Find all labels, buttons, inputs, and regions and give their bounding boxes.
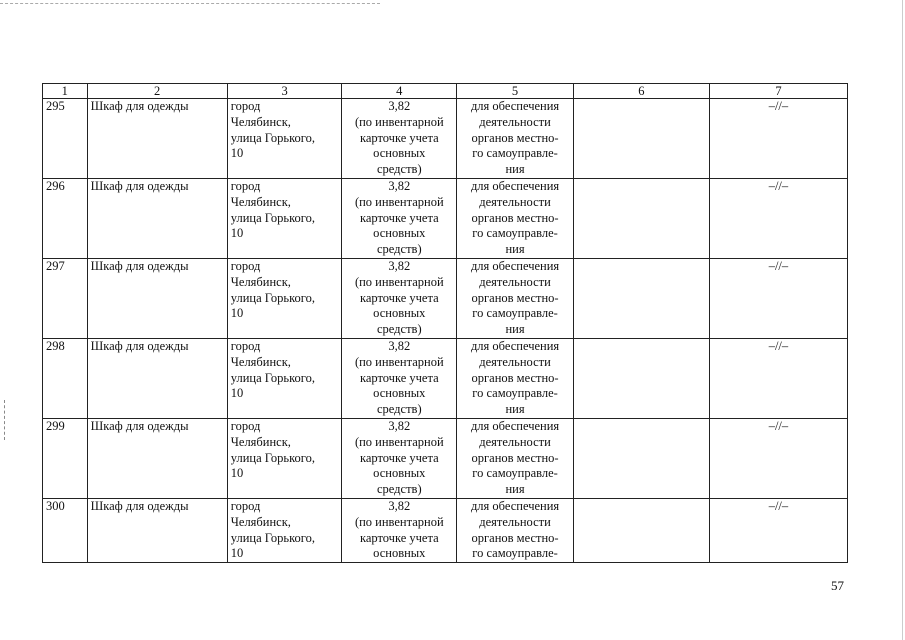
item-area <box>342 419 457 499</box>
item-address-line: 10 <box>230 306 244 321</box>
item-area-line: (по инвентарной <box>354 194 444 209</box>
item-purpose-line: деятельности <box>479 194 551 209</box>
row-number: 295 <box>43 99 88 179</box>
item-name: Шкаф для одежды <box>87 179 227 259</box>
item-purpose-line: органов местно- <box>471 370 559 385</box>
item-purpose-line: для обеспечения <box>470 259 560 273</box>
item-purpose-line: ния <box>505 482 525 497</box>
item-address-line: 10 <box>230 386 244 401</box>
item-purpose-line: го самоуправле- <box>472 306 558 321</box>
item-col6 <box>573 499 709 563</box>
item-address-line: Челябинск, <box>230 514 291 529</box>
item-area-line: карточке учета <box>359 370 439 385</box>
item-purpose <box>457 419 574 499</box>
item-area-line: основных <box>373 146 426 161</box>
item-area <box>342 99 457 179</box>
item-name: Шкаф для одежды <box>87 259 227 339</box>
item-address-line: 10 <box>230 226 244 241</box>
item-area-line: (по инвентарной <box>354 274 444 289</box>
item-ditto: –//– <box>709 179 847 259</box>
item-purpose-line: го самоуправле- <box>472 226 558 241</box>
table-row <box>43 339 848 419</box>
scan-edge-right <box>902 0 903 640</box>
item-purpose-line: деятельности <box>479 354 551 369</box>
item-area-line: карточке учета <box>359 530 439 545</box>
item-address-line: Челябинск, <box>230 114 291 129</box>
item-address <box>227 419 342 499</box>
item-address-line: город <box>230 259 261 273</box>
item-area-line: средств) <box>376 402 422 417</box>
item-address-line: город <box>230 179 261 193</box>
item-purpose-line: для обеспечения <box>470 419 560 433</box>
item-area-line: 3,82 <box>388 339 411 353</box>
item-name: Шкаф для одежды <box>87 419 227 499</box>
item-area-line: средств) <box>376 242 422 257</box>
item-name: Шкаф для одежды <box>87 99 227 179</box>
item-address-line: улица Горького, <box>230 130 315 145</box>
item-area-line: 3,82 <box>388 259 411 273</box>
header-cell: 1 <box>43 84 88 99</box>
item-area-line: основных <box>373 466 426 481</box>
item-col6 <box>573 99 709 179</box>
header-cell: 7 <box>709 84 847 99</box>
item-area-line: (по инвентарной <box>354 114 444 129</box>
item-area-line: (по инвентарной <box>354 434 444 449</box>
item-purpose-line: для обеспечения <box>470 499 560 513</box>
item-purpose-line: для обеспечения <box>470 179 560 193</box>
page-number: 57 <box>831 578 844 593</box>
item-purpose-line: деятельности <box>479 514 551 529</box>
item-purpose-line: ния <box>505 162 525 177</box>
item-address-line: улица Горького, <box>230 530 315 545</box>
item-purpose-line: ния <box>505 242 525 257</box>
item-address-line: 10 <box>230 546 244 561</box>
item-area-line: карточке учета <box>359 130 439 145</box>
item-purpose-line: го самоуправле- <box>472 146 558 161</box>
item-address-line: Челябинск, <box>230 434 291 449</box>
item-purpose-line: органов местно- <box>471 130 559 145</box>
item-area-line: карточке учета <box>359 290 439 305</box>
item-address-line: улица Горького, <box>230 210 315 225</box>
item-area-line: средств) <box>376 322 422 337</box>
item-area-line: основных <box>373 546 426 561</box>
item-col6 <box>573 419 709 499</box>
item-purpose-line: го самоуправле- <box>472 386 558 401</box>
scan-edge-left <box>4 400 5 440</box>
item-address <box>227 99 342 179</box>
header-cell: 4 <box>342 84 457 99</box>
item-area-line: основных <box>373 306 426 321</box>
header-cell: 3 <box>227 84 342 99</box>
table-row <box>43 259 848 339</box>
item-ditto: –//– <box>709 419 847 499</box>
item-address-line: 10 <box>230 146 244 161</box>
item-area-line: 3,82 <box>388 419 411 433</box>
item-address-line: Челябинск, <box>230 194 291 209</box>
scan-edge-top <box>0 3 380 4</box>
item-area-line: средств) <box>376 162 422 177</box>
item-area-line: 3,82 <box>388 179 411 193</box>
item-address <box>227 179 342 259</box>
item-purpose-line: для обеспечения <box>470 99 560 113</box>
item-purpose-line: ния <box>505 322 525 337</box>
item-ditto: –//– <box>709 259 847 339</box>
row-number: 299 <box>43 419 88 499</box>
item-name: Шкаф для одежды <box>87 339 227 419</box>
table-row <box>43 499 848 563</box>
item-address-line: город <box>230 339 261 353</box>
item-area-line: (по инвентарной <box>354 354 444 369</box>
item-area-line: основных <box>373 386 426 401</box>
table-row <box>43 179 848 259</box>
row-number: 297 <box>43 259 88 339</box>
row-number: 300 <box>43 499 88 563</box>
item-col6 <box>573 179 709 259</box>
item-col6 <box>573 259 709 339</box>
header-row <box>43 84 848 99</box>
item-area <box>342 179 457 259</box>
item-purpose-line: деятельности <box>479 434 551 449</box>
item-col6 <box>573 339 709 419</box>
table-row <box>43 419 848 499</box>
item-purpose-line: органов местно- <box>471 290 559 305</box>
item-area-line: средств) <box>376 482 422 497</box>
item-purpose <box>457 259 574 339</box>
item-address-line: Челябинск, <box>230 354 291 369</box>
header-cell: 2 <box>87 84 227 99</box>
header-cell: 5 <box>457 84 574 99</box>
item-purpose-line: органов местно- <box>471 530 559 545</box>
item-area <box>342 259 457 339</box>
item-name: Шкаф для одежды <box>87 499 227 563</box>
inventory-table <box>42 83 848 563</box>
item-address-line: город <box>230 99 261 113</box>
item-address <box>227 339 342 419</box>
item-purpose <box>457 339 574 419</box>
item-address-line: улица Горького, <box>230 450 315 465</box>
item-address-line: Челябинск, <box>230 274 291 289</box>
item-address-line: 10 <box>230 466 244 481</box>
item-address <box>227 499 342 563</box>
item-address-line: город <box>230 499 261 513</box>
item-purpose-line: деятельности <box>479 114 551 129</box>
item-purpose-line: органов местно- <box>471 450 559 465</box>
table-row <box>43 99 848 179</box>
item-area <box>342 339 457 419</box>
item-address-line: улица Горького, <box>230 370 315 385</box>
item-area-line: основных <box>373 226 426 241</box>
item-purpose <box>457 99 574 179</box>
item-address-line: улица Горького, <box>230 290 315 305</box>
item-ditto: –//– <box>709 499 847 563</box>
item-purpose <box>457 499 574 563</box>
item-purpose-line: ния <box>505 402 525 417</box>
item-purpose-line: органов местно- <box>471 210 559 225</box>
item-ditto: –//– <box>709 99 847 179</box>
item-area-line: 3,82 <box>388 99 411 113</box>
row-number: 296 <box>43 179 88 259</box>
item-area-line: (по инвентарной <box>354 514 444 529</box>
item-purpose-line: для обеспечения <box>470 339 560 353</box>
item-address <box>227 259 342 339</box>
item-purpose-line: деятельности <box>479 274 551 289</box>
item-area-line: 3,82 <box>388 499 411 513</box>
item-ditto: –//– <box>709 339 847 419</box>
item-area-line: карточке учета <box>359 210 439 225</box>
item-area <box>342 499 457 563</box>
header-cell: 6 <box>573 84 709 99</box>
item-purpose-line: го самоуправле- <box>472 466 558 481</box>
item-purpose <box>457 179 574 259</box>
row-number: 298 <box>43 339 88 419</box>
item-purpose-line: го самоуправле- <box>472 546 558 561</box>
item-address-line: город <box>230 419 261 433</box>
item-area-line: карточке учета <box>359 450 439 465</box>
